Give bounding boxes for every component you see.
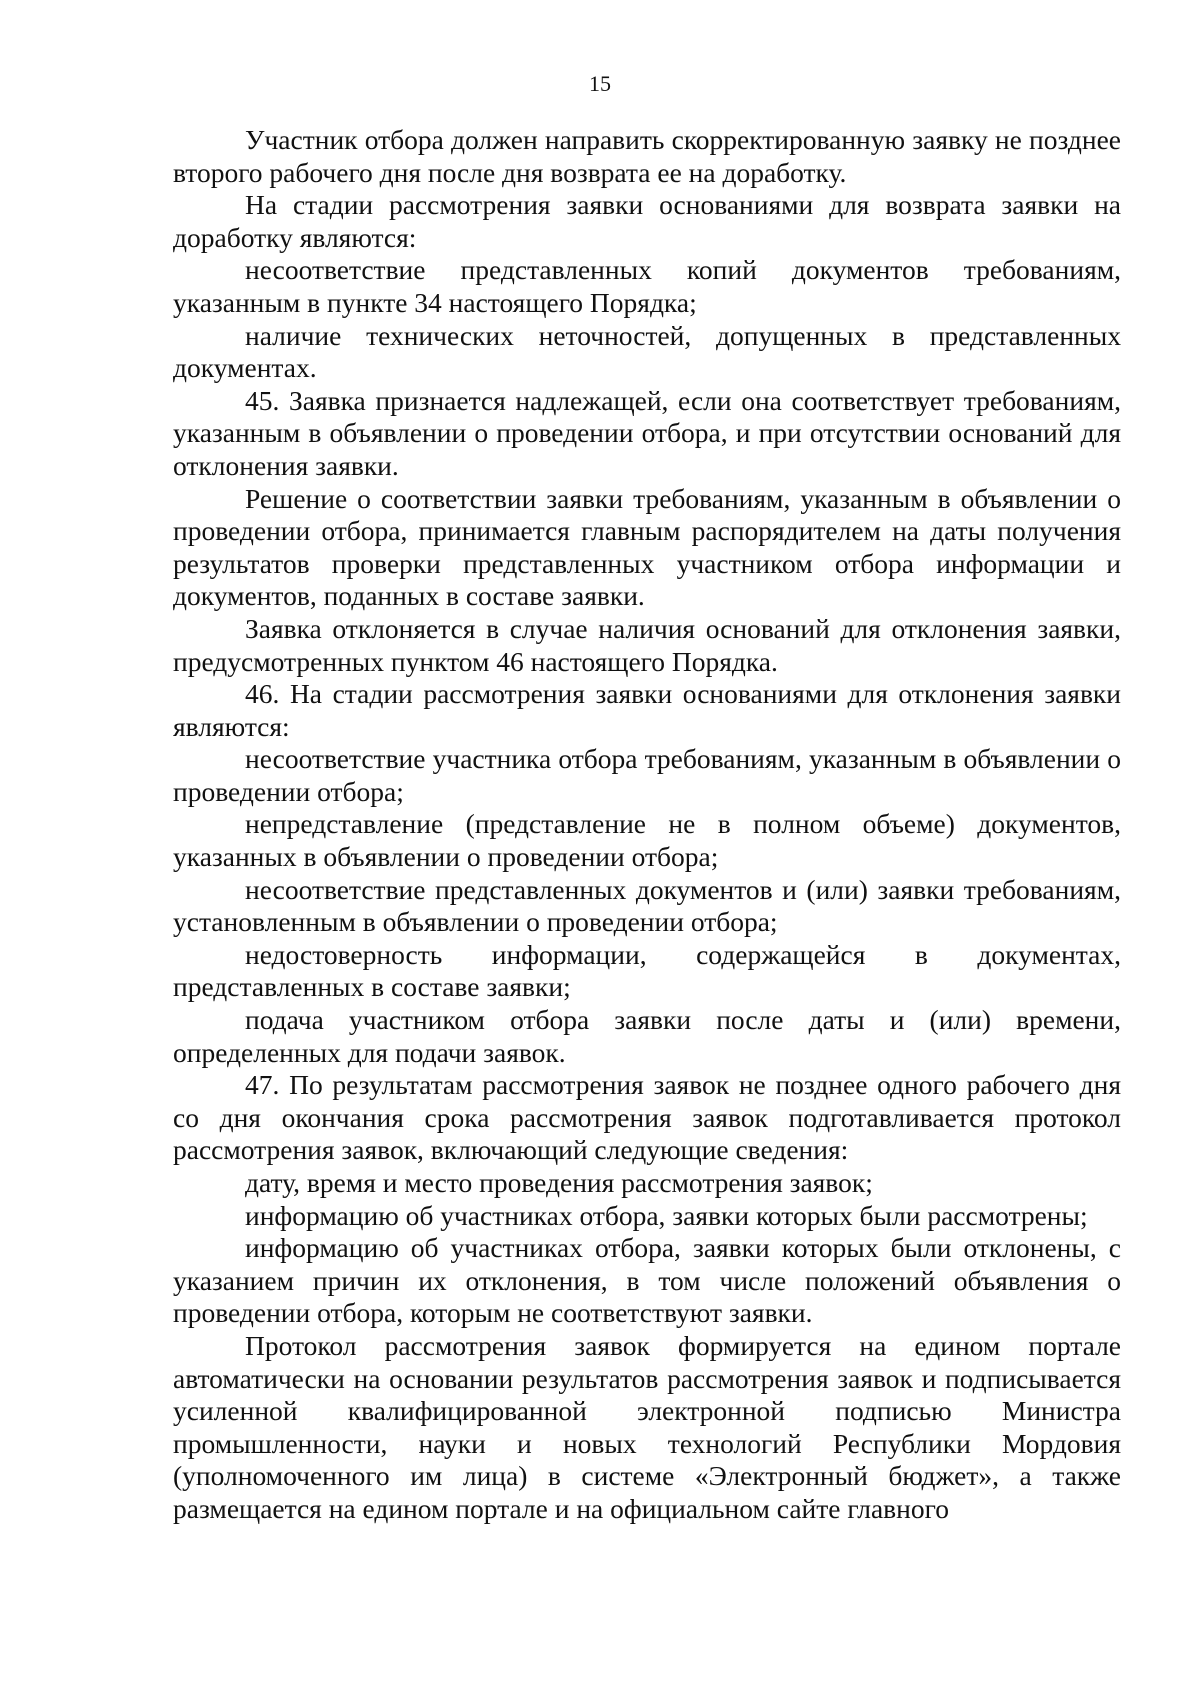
paragraph: 47. По результатам рассмотрения заявок не позднее одного рабочего дня со дня окончания срока рассмотрения заявок подготавливается протокол рассмотрения заявок, включающий следующие сведения: <box>173 1069 1121 1166</box>
paragraph: 46. На стадии рассмотрения заявки основаниями для отклонения заявки являются: <box>173 678 1121 742</box>
page-number: 15 <box>589 71 611 96</box>
paragraph: 45. Заявка признается надлежащей, если она соответствует требованиям, указанным в объявлении о проведении отбора, и при отсутствии оснований для отклонения заявки. <box>173 384 1121 481</box>
paragraph: Заявка отклоняется в случае наличия оснований для отклонения заявки, предусмотренных пунктом 46 настоящего Порядка. <box>173 612 1121 677</box>
paragraph: несоответствие участника отбора требованиям, указанным в объявлении о проведении отбора; <box>173 743 1121 807</box>
paragraph: недостоверность информации, содержащейся в документах, представленных в составе заявки; <box>173 938 1121 1003</box>
paragraph: Участник отбора должен направить скорректированную заявку не позднее второго рабочего дня после дня возврата ее на доработку. <box>173 124 1121 188</box>
paragraph: подача участником отбора заявки после даты и (или) времени, определенных для подачи заявок. <box>173 1004 1121 1068</box>
paragraph: информацию об участниках отбора, заявки которых были отклонены, с указанием причин их отклонения, в том числе положений объявления о проведении отбора, которым не соответствуют заявки. <box>173 1232 1121 1329</box>
paragraph: дату, время и место проведения рассмотрения заявок; <box>245 1167 873 1198</box>
paragraph: информацию об участниках отбора, заявки которых были рассмотрены; <box>245 1199 1088 1231</box>
paragraph: несоответствие представленных копий документов требованиям, указанным в пункте 34 настоящего Порядка; <box>173 254 1121 318</box>
paragraph: несоответствие представленных документов и (или) заявки требованиям, установленным в объявлении о проведении отбора; <box>173 873 1121 938</box>
paragraph: Решение о соответствии заявки требованиям, указанным в объявлении о проведении отбора, принимается главным распорядителем на даты получения результатов проверки представленных участником отбора информации и документов, поданных в составе заявки. <box>173 482 1121 612</box>
paragraph: На стадии рассмотрения заявки основаниями для возврата заявки на доработку являются: <box>173 189 1121 253</box>
paragraph: Протокол рассмотрения заявок формируется на едином портале автоматически на основании результатов рассмотрения заявок и подписывается усиленной квалифицированной электронной подписью Министра промышленности, науки и новых технологий Республики Мордовия (уполномоченного им лица) в системе «Электронный бюджет», а также размещается на едином портале и на официальном сайте главного <box>173 1329 1121 1524</box>
paragraph: непредставление (представление не в полном объеме) документов, указанных в объявлении о проведении отбора; <box>173 808 1121 873</box>
paragraph: наличие технических неточностей, допущенных в представленных документах. <box>173 319 1121 384</box>
document-body <box>173 124 1121 1526</box>
